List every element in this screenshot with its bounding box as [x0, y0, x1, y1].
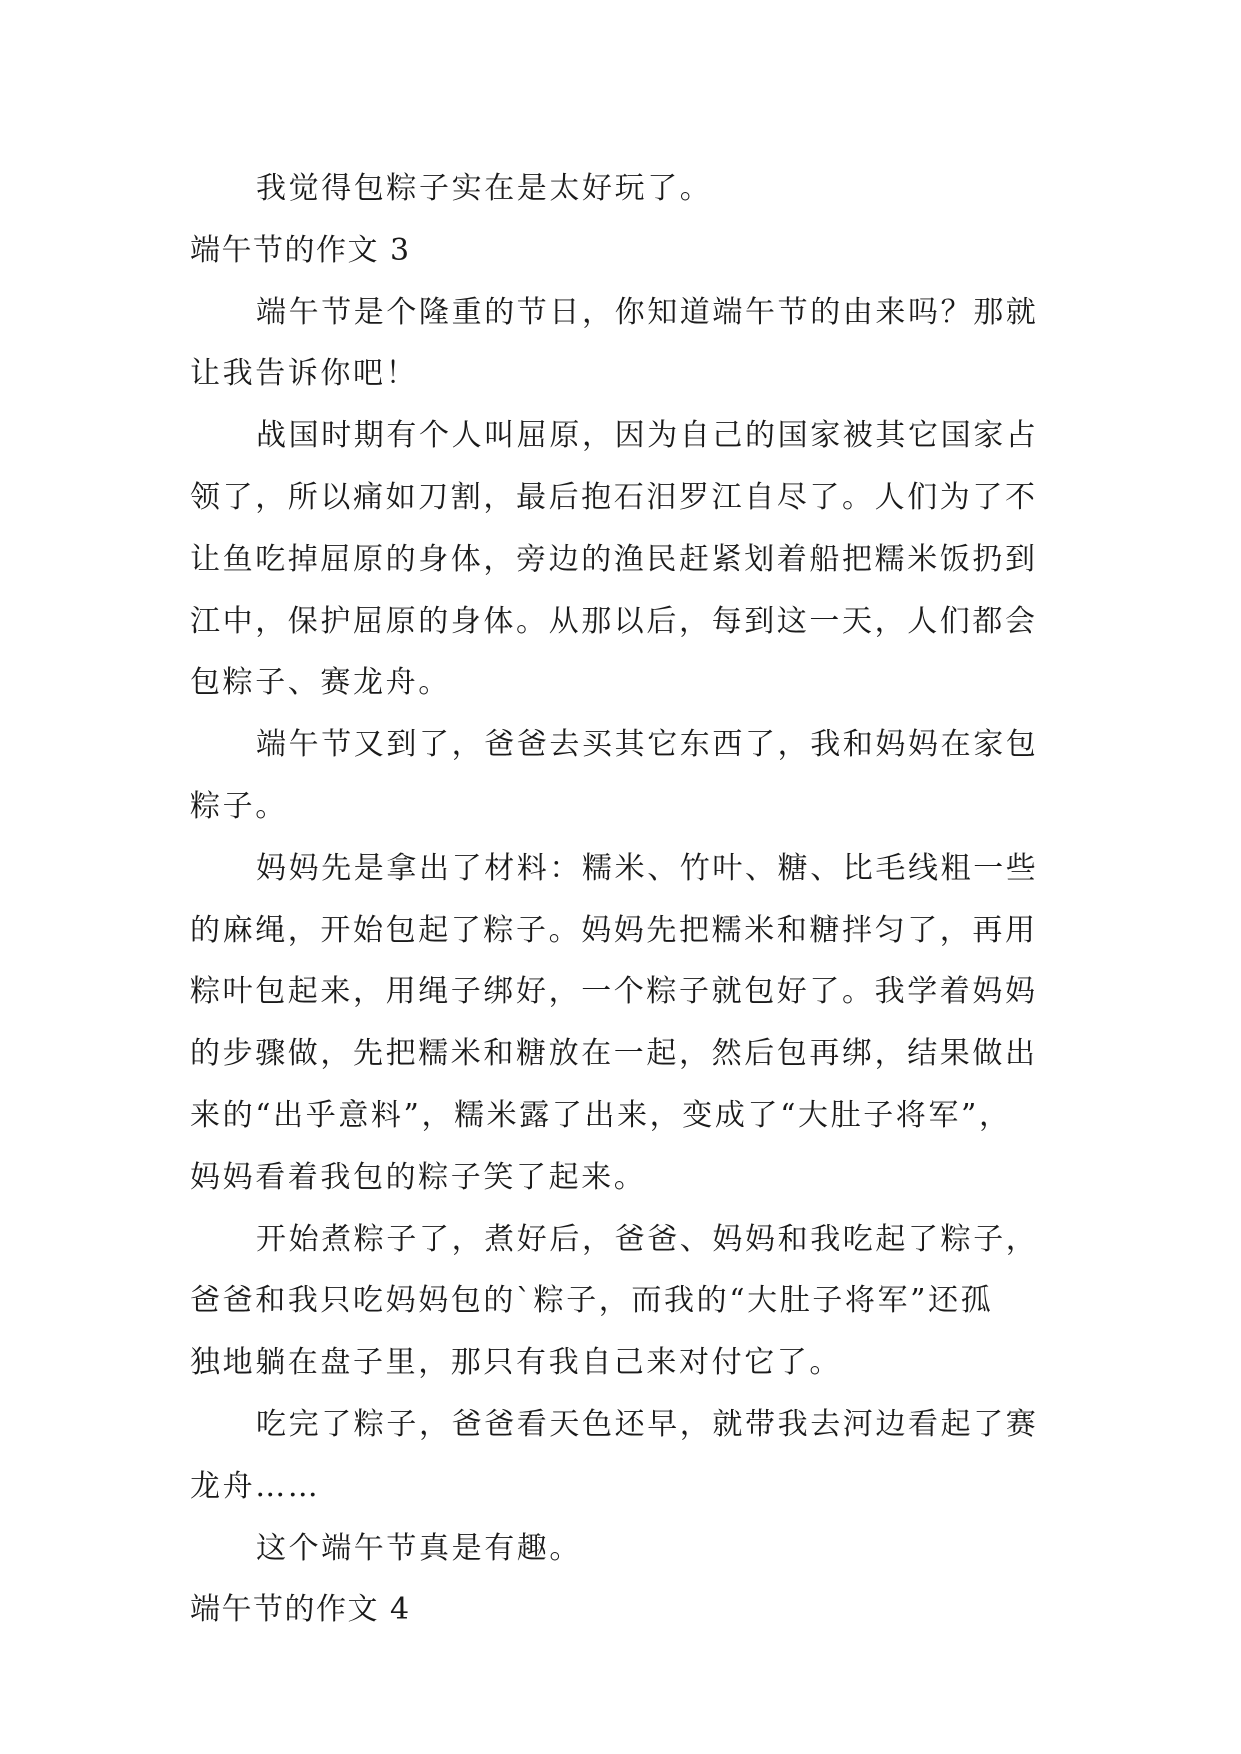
- paragraph-line: 爸爸和我只吃妈妈包的`粽子，而我的“大肚子将军”还孤: [190, 1283, 994, 1319]
- paragraph-line: 让我告诉你吧！: [190, 356, 419, 392]
- paragraph-line: 的步骤做，先把糯米和糖放在一起，然后包再绑，结果做出: [190, 1036, 1038, 1072]
- paragraph-line: 领了，所以痛如刀割，最后抱石汨罗江自尽了。人们为了不: [190, 479, 1038, 515]
- document-body: [190, 158, 1060, 1641]
- paragraph-line: 端午节又到了，爸爸去买其它东西了，我和妈妈在家包: [256, 727, 1039, 763]
- paragraph-line: 独地躺在盘子里，那只有我自己来对付它了。: [190, 1345, 842, 1381]
- paragraph-line: 龙舟……: [190, 1468, 321, 1504]
- paragraph-line: 江中，保护屈原的身体。从那以后，每到这一天，人们都会: [190, 603, 1038, 639]
- paragraph-line: 这个端午节真是有趣。: [256, 1530, 582, 1566]
- paragraph-line: 妈妈看着我包的粽子笑了起来。: [190, 1159, 647, 1195]
- paragraph-line: 包粽子、赛龙舟。: [190, 665, 451, 701]
- paragraph-line: 粽叶包起来，用绳子绑好，一个粽子就包好了。我学着妈妈: [190, 974, 1038, 1010]
- paragraph-line: 战国时期有个人叫屈原，因为自己的国家被其它国家占: [256, 418, 1039, 454]
- paragraph-line: 我觉得包粽子实在是太好玩了。: [256, 171, 713, 206]
- paragraph-line: 的麻绳，开始包起了粽子。妈妈先把糯米和糖拌匀了，再用: [190, 912, 1038, 948]
- paragraph-line: 吃完了粽子，爸爸看天色还早，就带我去河边看起了赛: [256, 1406, 1039, 1442]
- paragraph-line: 来的“出乎意料”，糯米露了出来，变成了“大肚子将军”，: [190, 1097, 1012, 1133]
- paragraph-line: 端午节是个隆重的节日，你知道端午节的由来吗？那就: [256, 294, 1039, 330]
- section-heading: 端午节的作文 3: [190, 232, 411, 268]
- paragraph-line: 粽子。: [190, 788, 288, 824]
- paragraph-line: 开始煮粽子了，煮好后，爸爸、妈妈和我吃起了粽子，: [256, 1221, 1039, 1257]
- paragraph-line: 让鱼吃掉屈原的身体，旁边的渔民赶紧划着船把糯米饭扔到: [190, 541, 1038, 577]
- section-heading: 端午节的作文 4: [190, 1592, 411, 1628]
- paragraph-line: 妈妈先是拿出了材料：糯米、竹叶、糖、比毛线粗一些: [256, 850, 1039, 886]
